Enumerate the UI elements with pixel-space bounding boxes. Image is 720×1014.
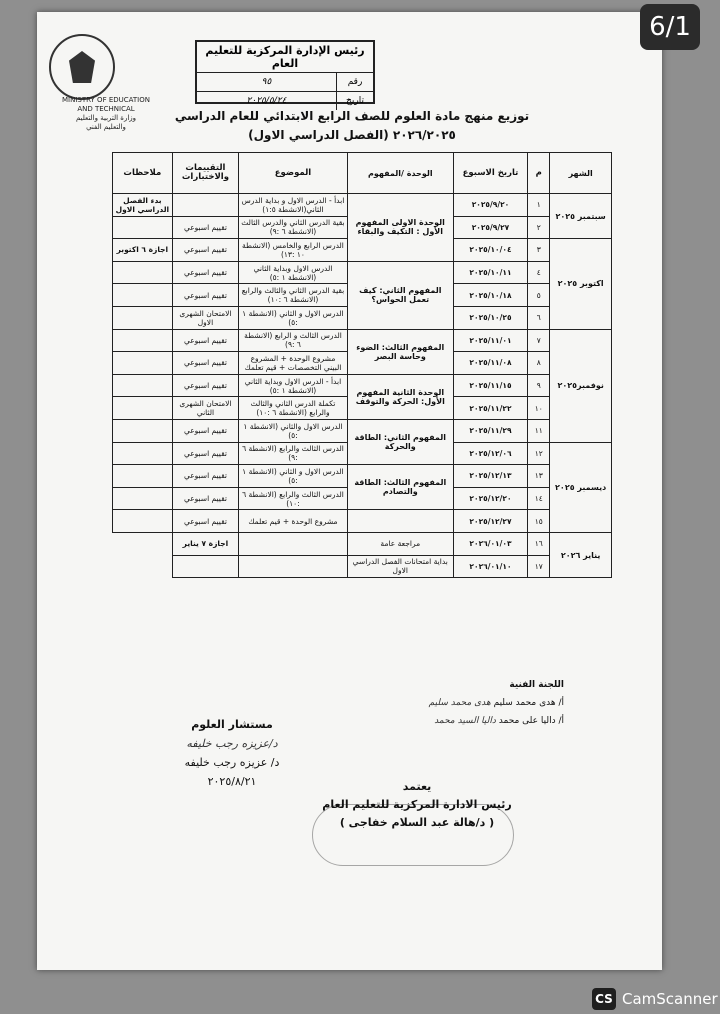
science-advisor [147,718,317,794]
eval-cell: تقييم اسبوعي [172,419,238,442]
reference-stamp [195,40,375,104]
unit-cell: المفهوم الثاني: الطاقة والحركة [347,419,453,464]
eval-cell: تقييم اسبوعي [172,374,238,397]
week-date-cell: ٢٠٢٥/١٢/٢٧ [453,510,527,533]
note-cell [113,397,173,420]
note-cell [113,442,173,465]
eval-cell [239,532,348,555]
stamp-title: رئيس الإدارة المركزية للتعليم العام [197,42,373,73]
unit-cell: المفهوم الثاني: كيف تعمل الحواس؟ [347,261,453,329]
row-number-cell: ٤ [528,261,550,284]
month-cell: ديسمبر ٢٠٢٥ [550,442,612,532]
header-week-date: تاريخ الاسبوع [453,153,527,194]
scanned-page [37,12,662,970]
note-cell [113,352,173,375]
topic-cell: الدرس الثالث و الرابع (الانشطة ٦ :٩) [239,329,348,352]
row-number-cell: ١٦ [528,532,550,555]
table-row [113,261,612,284]
eval-cell [239,555,348,578]
page-counter: 6/1 [640,4,700,50]
stamp-number-value: ٩٥ [261,77,272,87]
note-cell [113,510,173,533]
row-number-cell: ١٤ [528,487,550,510]
approval-block [302,780,532,834]
unit-cell: المفهوم الثالث: الضوء وحاسة البصر [347,329,453,374]
topic-cell: الدرس الاول وبداية الثاني (الانشطة ١ :٥) [239,261,348,284]
camscanner-text: CamScanner [622,990,718,1008]
table-row [113,194,612,217]
table-row [113,555,612,578]
advisor-name: د/ عزيزه رجب خليفه [184,756,280,769]
camscanner-watermark [592,988,718,1010]
note-cell: بدء الفصل الدراسي الاول [113,194,173,217]
row-number-cell: ١٢ [528,442,550,465]
week-date-cell: ٢٠٢٥/١٠/١٨ [453,284,527,307]
week-date-cell: ٢٠٢٦/٠١/١٠ [453,555,527,578]
unit-cell: الوحدة الثانية المفهوم الأول: الحركة والتوقف [347,374,453,419]
committee-member: أ/ داليا على محمد داليا السيد محمد [434,716,564,726]
week-date-cell: ٢٠٢٥/١١/١٥ [453,374,527,397]
week-date-cell: ٢٠٢٥/١٠/١١ [453,261,527,284]
stamp-number-label: رقم [336,73,373,91]
month-cell: نوفمبر٢٠٢٥ [550,329,612,442]
unit-cell [347,510,453,533]
ministry-line: وزارة التربية والتعليم [75,114,137,122]
month-cell: يناير ٢٠٢٦ [550,532,612,577]
week-date-cell: ٢٠٢٥/١٠/٠٤ [453,239,527,262]
week-date-cell: ٢٠٢٥/١٠/٢٥ [453,306,527,329]
eval-cell: تقييم اسبوعي [172,352,238,375]
member-signature: هدى محمد سليم [428,698,491,708]
topic-cell: ابدأ - الدرس الاول و بداية الدرس الثاني(الانشطة ١:٥) [239,194,348,217]
topic-cell: مراجعة عامة [347,532,453,555]
committee-title: اللجنة الفنية [509,680,564,690]
advisor-signature: د/عزيزه رجب خليفه [186,737,278,750]
eval-cell: تقييم اسبوعي [172,329,238,352]
row-number-cell: ٩ [528,374,550,397]
row-number-cell: ٣ [528,239,550,262]
advisor-date: ٢٠٢٥/٨/٢١ [207,775,257,788]
header-topic: الموضوع [239,153,348,194]
stamp-date-label: تاريخ [336,92,373,110]
week-date-cell: ٢٠٢٥/١١/٠١ [453,329,527,352]
table-row [113,329,612,352]
ministry-line: والتعليم الفني [86,123,126,131]
note-cell: اجازة ٧ يناير [172,532,238,555]
curriculum-table [112,152,612,578]
topic-cell: بداية امتحانات الفصل الدراسي الاول [347,555,453,578]
table-row [113,419,612,442]
week-date-cell: ٢٠٢٥/١١/٢٩ [453,419,527,442]
table-row [113,532,612,555]
month-cell: سبتمبر ٢٠٢٥ [550,194,612,239]
document-title: توزيع منهج مادة العلوم للصف الرابع الابتدائي للعام الدراسي [174,109,530,123]
member-signature: داليا السيد محمد [434,716,496,726]
ministry-line: MINISTRY OF EDUCATION AND TECHNICAL [62,96,150,113]
note-cell [113,216,173,239]
eval-cell: تقييم اسبوعي [172,216,238,239]
topic-cell: بقية الدرس الثاني والثالث والرابع (الانشطة ٦ :١٠) [239,284,348,307]
approval-label: يعتمد [402,780,432,793]
topic-cell: بقية الدرس الثاني والدرس الثالث (الانشطة ٦ :٩) [239,216,348,239]
note-cell [113,329,173,352]
eval-cell: تقييم اسبوعي [172,442,238,465]
topic-cell: مشروع الوحدة + قيم تعلمك [239,510,348,533]
row-number-cell: ١٣ [528,465,550,488]
table-row [113,465,612,488]
topic-cell: الدرس الرابع والخامس (الانشطة ١٠ :١٣) [239,239,348,262]
topic-cell: مشروع الوحدة + المشروع البيني التخصصات + قيم تعلمك [239,352,348,375]
committee-member: أ/ هدى محمد سليم هدى محمد سليم [428,698,564,708]
week-date-cell: ٢٠٢٥/١١/٠٨ [453,352,527,375]
row-number-cell: ١ [528,194,550,217]
week-date-cell: ٢٠٢٥/١١/٢٢ [453,397,527,420]
note-cell [113,374,173,397]
note-cell [113,261,173,284]
approval-title: رئيس الادارة المركزية للتعليم العام [322,798,512,811]
advisor-title: مستشار العلوم [191,718,273,731]
week-date-cell: ٢٠٢٥/١٢/١٣ [453,465,527,488]
header-no: م [528,153,550,194]
note-cell [113,306,173,329]
header-notes: ملاحظات [113,153,173,194]
row-number-cell: ٢ [528,216,550,239]
topic-cell: الدرس الثالث والرابع (الانشطة ٦ :١٠) [239,487,348,510]
note-cell [113,419,173,442]
eval-cell: تقييم اسبوعي [172,487,238,510]
week-date-cell: ٢٠٢٥/١٢/٠٦ [453,442,527,465]
note-cell [172,555,238,578]
camscanner-logo-icon: CS [592,988,616,1010]
topic-cell: تكملة الدرس الثاني والثالث والرابع (الانشطة ٦ :١٠) [239,397,348,420]
eval-cell: تقييم اسبوعي [172,284,238,307]
eval-cell: تقييم اسبوعي [172,261,238,284]
approval-name: ( د/هالة عبد السلام خفاجى ) [339,816,495,829]
technical-committee [429,676,564,730]
topic-cell: الدرس الاول و الثاني (الانشطة ١ :٥) [239,465,348,488]
row-number-cell: ١١ [528,419,550,442]
table-header-row [113,153,612,194]
row-number-cell: ٨ [528,352,550,375]
eval-cell [172,194,238,217]
row-number-cell: ١٥ [528,510,550,533]
ministry-emblem-icon [49,34,115,100]
topic-cell: ابدأ - الدرس الاول وبداية الثاني (الانشطة ١ :٥) [239,374,348,397]
topic-cell: الدرس الثالث والرابع (الانشطة ٦ :٩) [239,442,348,465]
note-cell [113,284,173,307]
row-number-cell: ١٧ [528,555,550,578]
week-date-cell: ٢٠٢٥/٩/٢٠ [453,194,527,217]
row-number-cell: ٦ [528,306,550,329]
header-unit: الوحدة /المفهوم [347,153,453,194]
row-number-cell: ١٠ [528,397,550,420]
week-date-cell: ٢٠٢٥/١٢/٢٠ [453,487,527,510]
header-month: الشهر [550,153,612,194]
eval-cell: الامتحان الشهرى الاول [172,306,238,329]
week-date-cell: ٢٠٢٥/٩/٢٧ [453,216,527,239]
month-cell: اكتوبر ٢٠٢٥ [550,239,612,329]
header-eval: التقييمات والاختبارات [172,153,238,194]
unit-cell: الوحدة الاولى المفهوم الأول : التكيف والبقاء [347,194,453,262]
table-row [113,374,612,397]
row-number-cell: ٥ [528,284,550,307]
topic-cell: الدرس الاول والثاني (الانشطة ١ :٥) [239,419,348,442]
note-cell [113,487,173,510]
document-subtitle: ٢٠٢٦/٢٠٢٥ (الفصل الدراسي الاول) [248,128,456,142]
week-date-cell: ٢٠٢٦/٠١/٠٣ [453,532,527,555]
eval-cell: تقييم اسبوعي [172,510,238,533]
table-row [113,510,612,533]
eval-cell: تقييم اسبوعي [172,239,238,262]
note-cell: اجازة ٦ اكتوبر [113,239,173,262]
eval-cell: الامتحان الشهرى الثاني [172,397,238,420]
note-cell [113,465,173,488]
stamp-date-value: ٢٠٢٥/٥/٢٤ [246,96,287,106]
row-number-cell: ٧ [528,329,550,352]
eval-cell: تقييم اسبوعي [172,465,238,488]
topic-cell: الدرس الاول و الثاني (الانشطة ١ :٥) [239,306,348,329]
unit-cell: المفهوم الثالث: الطاقة والتصادم [347,465,453,510]
